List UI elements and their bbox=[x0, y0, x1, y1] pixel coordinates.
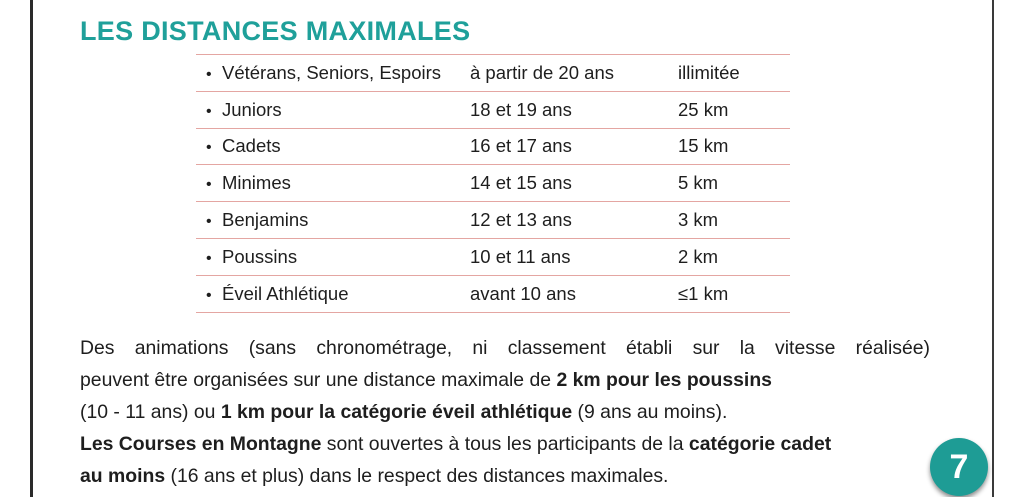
paragraph-line bbox=[80, 428, 930, 460]
distance-cell: ≤1 km bbox=[678, 275, 790, 312]
distance-cell: 15 km bbox=[678, 128, 790, 165]
section-title: LES DISTANCES MAXIMALES bbox=[80, 16, 471, 46]
age-cell: 12 et 13 ans bbox=[470, 202, 678, 239]
category-label: Juniors bbox=[222, 98, 282, 120]
text-run: (9 ans au moins). bbox=[572, 401, 728, 423]
bullet-icon: • bbox=[206, 139, 212, 157]
category-label: Éveil Athlétique bbox=[222, 282, 349, 304]
table-row bbox=[196, 275, 790, 312]
paragraph-line: Des animations (sans chronométrage, ni classement établi sur la vitesse réalisée) bbox=[80, 337, 930, 359]
bold-text-run: catégorie cadet bbox=[688, 433, 832, 455]
category-cell bbox=[196, 238, 470, 275]
bullet-icon: • bbox=[206, 102, 212, 120]
age-cell: 16 et 17 ans bbox=[470, 128, 678, 165]
distance-cell: 3 km bbox=[678, 202, 790, 239]
paragraph-line bbox=[80, 396, 930, 428]
category-label: Vétérans, Seniors, Espoirs bbox=[222, 61, 442, 83]
category-cell bbox=[196, 275, 470, 312]
table-row bbox=[196, 238, 790, 275]
page-edge-right bbox=[992, 0, 994, 497]
page-number-badge: 7 bbox=[930, 438, 988, 496]
text-run: sont ouvertes à tous les participants de la bbox=[321, 433, 689, 455]
text-run: (16 ans et plus) dans le respect des distances maximales. bbox=[165, 465, 669, 487]
table-row bbox=[196, 91, 790, 128]
category-label: Cadets bbox=[222, 135, 281, 157]
paragraph-line bbox=[80, 364, 930, 396]
text-run: (10 - 11 ans) ou bbox=[80, 401, 221, 423]
distance-cell: 2 km bbox=[678, 238, 790, 275]
table-row bbox=[196, 202, 790, 239]
table-row bbox=[196, 165, 790, 202]
category-cell bbox=[196, 128, 470, 165]
age-cell: 14 et 15 ans bbox=[470, 165, 678, 202]
text-run: peuvent être organisées sur une distance maximale de bbox=[80, 369, 557, 391]
distance-cell: 5 km bbox=[678, 165, 790, 202]
category-cell bbox=[196, 91, 470, 128]
bold-text-run: 2 km pour les poussins bbox=[556, 369, 772, 391]
category-cell bbox=[196, 55, 470, 92]
bold-text-run: 1 km pour la catégorie éveil athlétique bbox=[220, 401, 573, 423]
distance-cell: illimitée bbox=[678, 55, 790, 92]
table-row bbox=[196, 128, 790, 165]
table-row bbox=[196, 55, 790, 92]
age-cell: 18 et 19 ans bbox=[470, 91, 678, 128]
category-label: Poussins bbox=[222, 245, 298, 267]
bullet-icon: • bbox=[206, 65, 212, 83]
age-cell: avant 10 ans bbox=[470, 275, 678, 312]
body-paragraph bbox=[80, 332, 930, 492]
bullet-icon: • bbox=[206, 213, 212, 231]
category-label: Benjamins bbox=[222, 209, 309, 231]
age-cell: à partir de 20 ans bbox=[470, 55, 678, 92]
bullet-icon: • bbox=[206, 286, 212, 304]
age-cell: 10 et 11 ans bbox=[470, 238, 678, 275]
bold-text-run: au moins bbox=[80, 465, 166, 487]
page-edge-left bbox=[30, 0, 33, 497]
category-cell bbox=[196, 165, 470, 202]
bold-text-run: Les Courses en Montagne bbox=[80, 433, 322, 455]
bullet-icon: • bbox=[206, 176, 212, 194]
distance-cell: 25 km bbox=[678, 91, 790, 128]
paragraph-line bbox=[80, 460, 930, 492]
distances-table bbox=[196, 54, 790, 313]
bullet-icon: • bbox=[206, 249, 212, 267]
category-cell bbox=[196, 202, 470, 239]
category-label: Minimes bbox=[222, 172, 291, 194]
